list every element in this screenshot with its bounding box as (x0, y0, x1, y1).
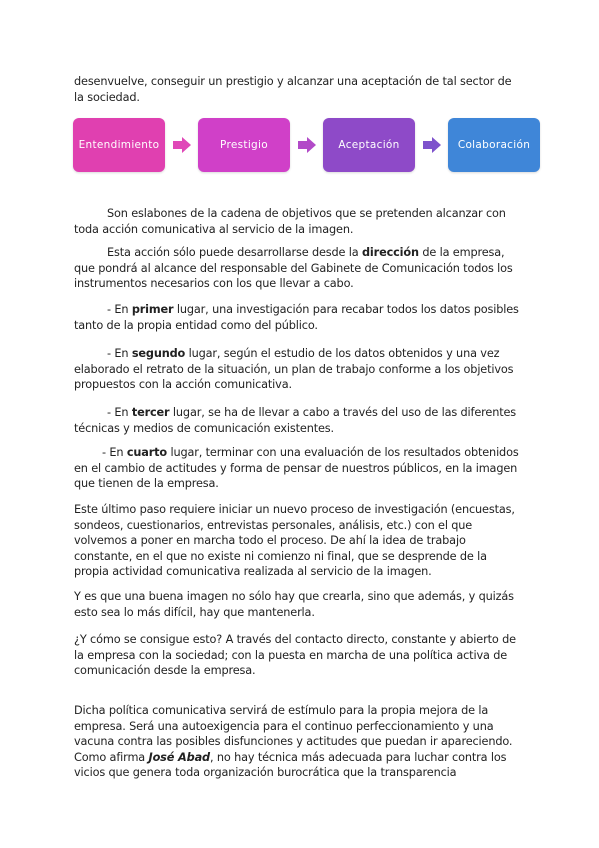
paragraph-tercer: - En tercer lugar, se ha de llevar a cabo a través del uso de las diferentes técnicas y medios de comunicación existentes. (74, 406, 517, 435)
arrow-right-icon (297, 135, 317, 155)
emphasis-primer: primer (131, 303, 174, 316)
emphasis-segundo: segundo (131, 347, 186, 360)
arrow-right-icon (172, 135, 192, 155)
paragraph-eslabones: Son eslabones de la cadena de objetivos que se pretenden alcanzar con toda acción comunicativa al servicio de la imagen. (74, 207, 506, 236)
step-prestigio: Prestigio (198, 118, 290, 172)
emphasis-direccion: dirección (361, 246, 419, 259)
paragraph-politica-comunicativa: Dicha política comunicativa servirá de estímulo para la propia mejora de la empresa. Será una autoexigencia para el continuo perfeccionamiento y una vacuna contra las posibles disfunciones y actitudes que puedan ir apareciendo. Como afirma José Abad, no hay técnica más adecuada para luchar contra los vicios que genera toda organización burocrática que la transparencia (74, 704, 513, 779)
emphasis-cuarto: cuarto (126, 446, 168, 459)
paragraph-ultimo-paso: Este último paso requiere iniciar un nuevo proceso de investigación (encuestas, sondeos, cuestionarios, entrevistas personales, análisis, etc.) con el que volvemos a poner en marcha todo el proceso. De ahí la idea de trabajo constante, en el que no existe ni comienzo ni final, que se desprende de la propia actividad comunicativa realizada al servicio de la imagen. (74, 503, 515, 578)
paragraph-buena-imagen: Y es que una buena imagen no sólo hay que crearla, sino que además, y quizás esto sea lo más difícil, hay que mantenerla. (74, 590, 514, 619)
step-colaboracion: Colaboración (448, 118, 540, 172)
paragraph-cuarto: - En cuarto lugar, terminar con una evaluación de los resultados obtenidos en el cambio de actitudes y forma de pensar de nuestros públicos, en la imagen que tienen de la empresa. (74, 446, 519, 490)
paragraph-primer: - En primer lugar, una investigación para recabar todos los datos posibles tanto de la propia entidad como del público. (74, 303, 519, 332)
paragraph-direccion: Esta acción sólo puede desarrollarse desde la dirección de la empresa, que pondrá al alcance del responsable del Gabinete de Comunicación todos los instrumentos necesarios con los que llevar a cabo. (74, 246, 513, 290)
emphasis-jose-abad: José Abad (148, 750, 210, 764)
step-aceptacion: Aceptación (323, 118, 415, 172)
paragraph-segundo: - En segundo lugar, según el estudio de los datos obtenidos y una vez elaborado el retrato de la situación, un plan de trabajo conforme a los objetivos propuestos con la acción comunicativa. (74, 347, 514, 391)
emphasis-tercer: tercer (131, 406, 170, 419)
paragraph-como-se-consigue: ¿Y cómo se consigue esto? A través del contacto directo, constante y abierto de la empresa con la sociedad; con la puesta en marcha de una política activa de comunicación desde la empresa. (74, 633, 516, 677)
arrow-right-icon (422, 135, 442, 155)
intro-paragraph: desenvuelve, conseguir un prestigio y alcanzar una aceptación de tal sector de la sociedad. (74, 75, 512, 104)
step-entendimiento: Entendimiento (73, 118, 165, 172)
